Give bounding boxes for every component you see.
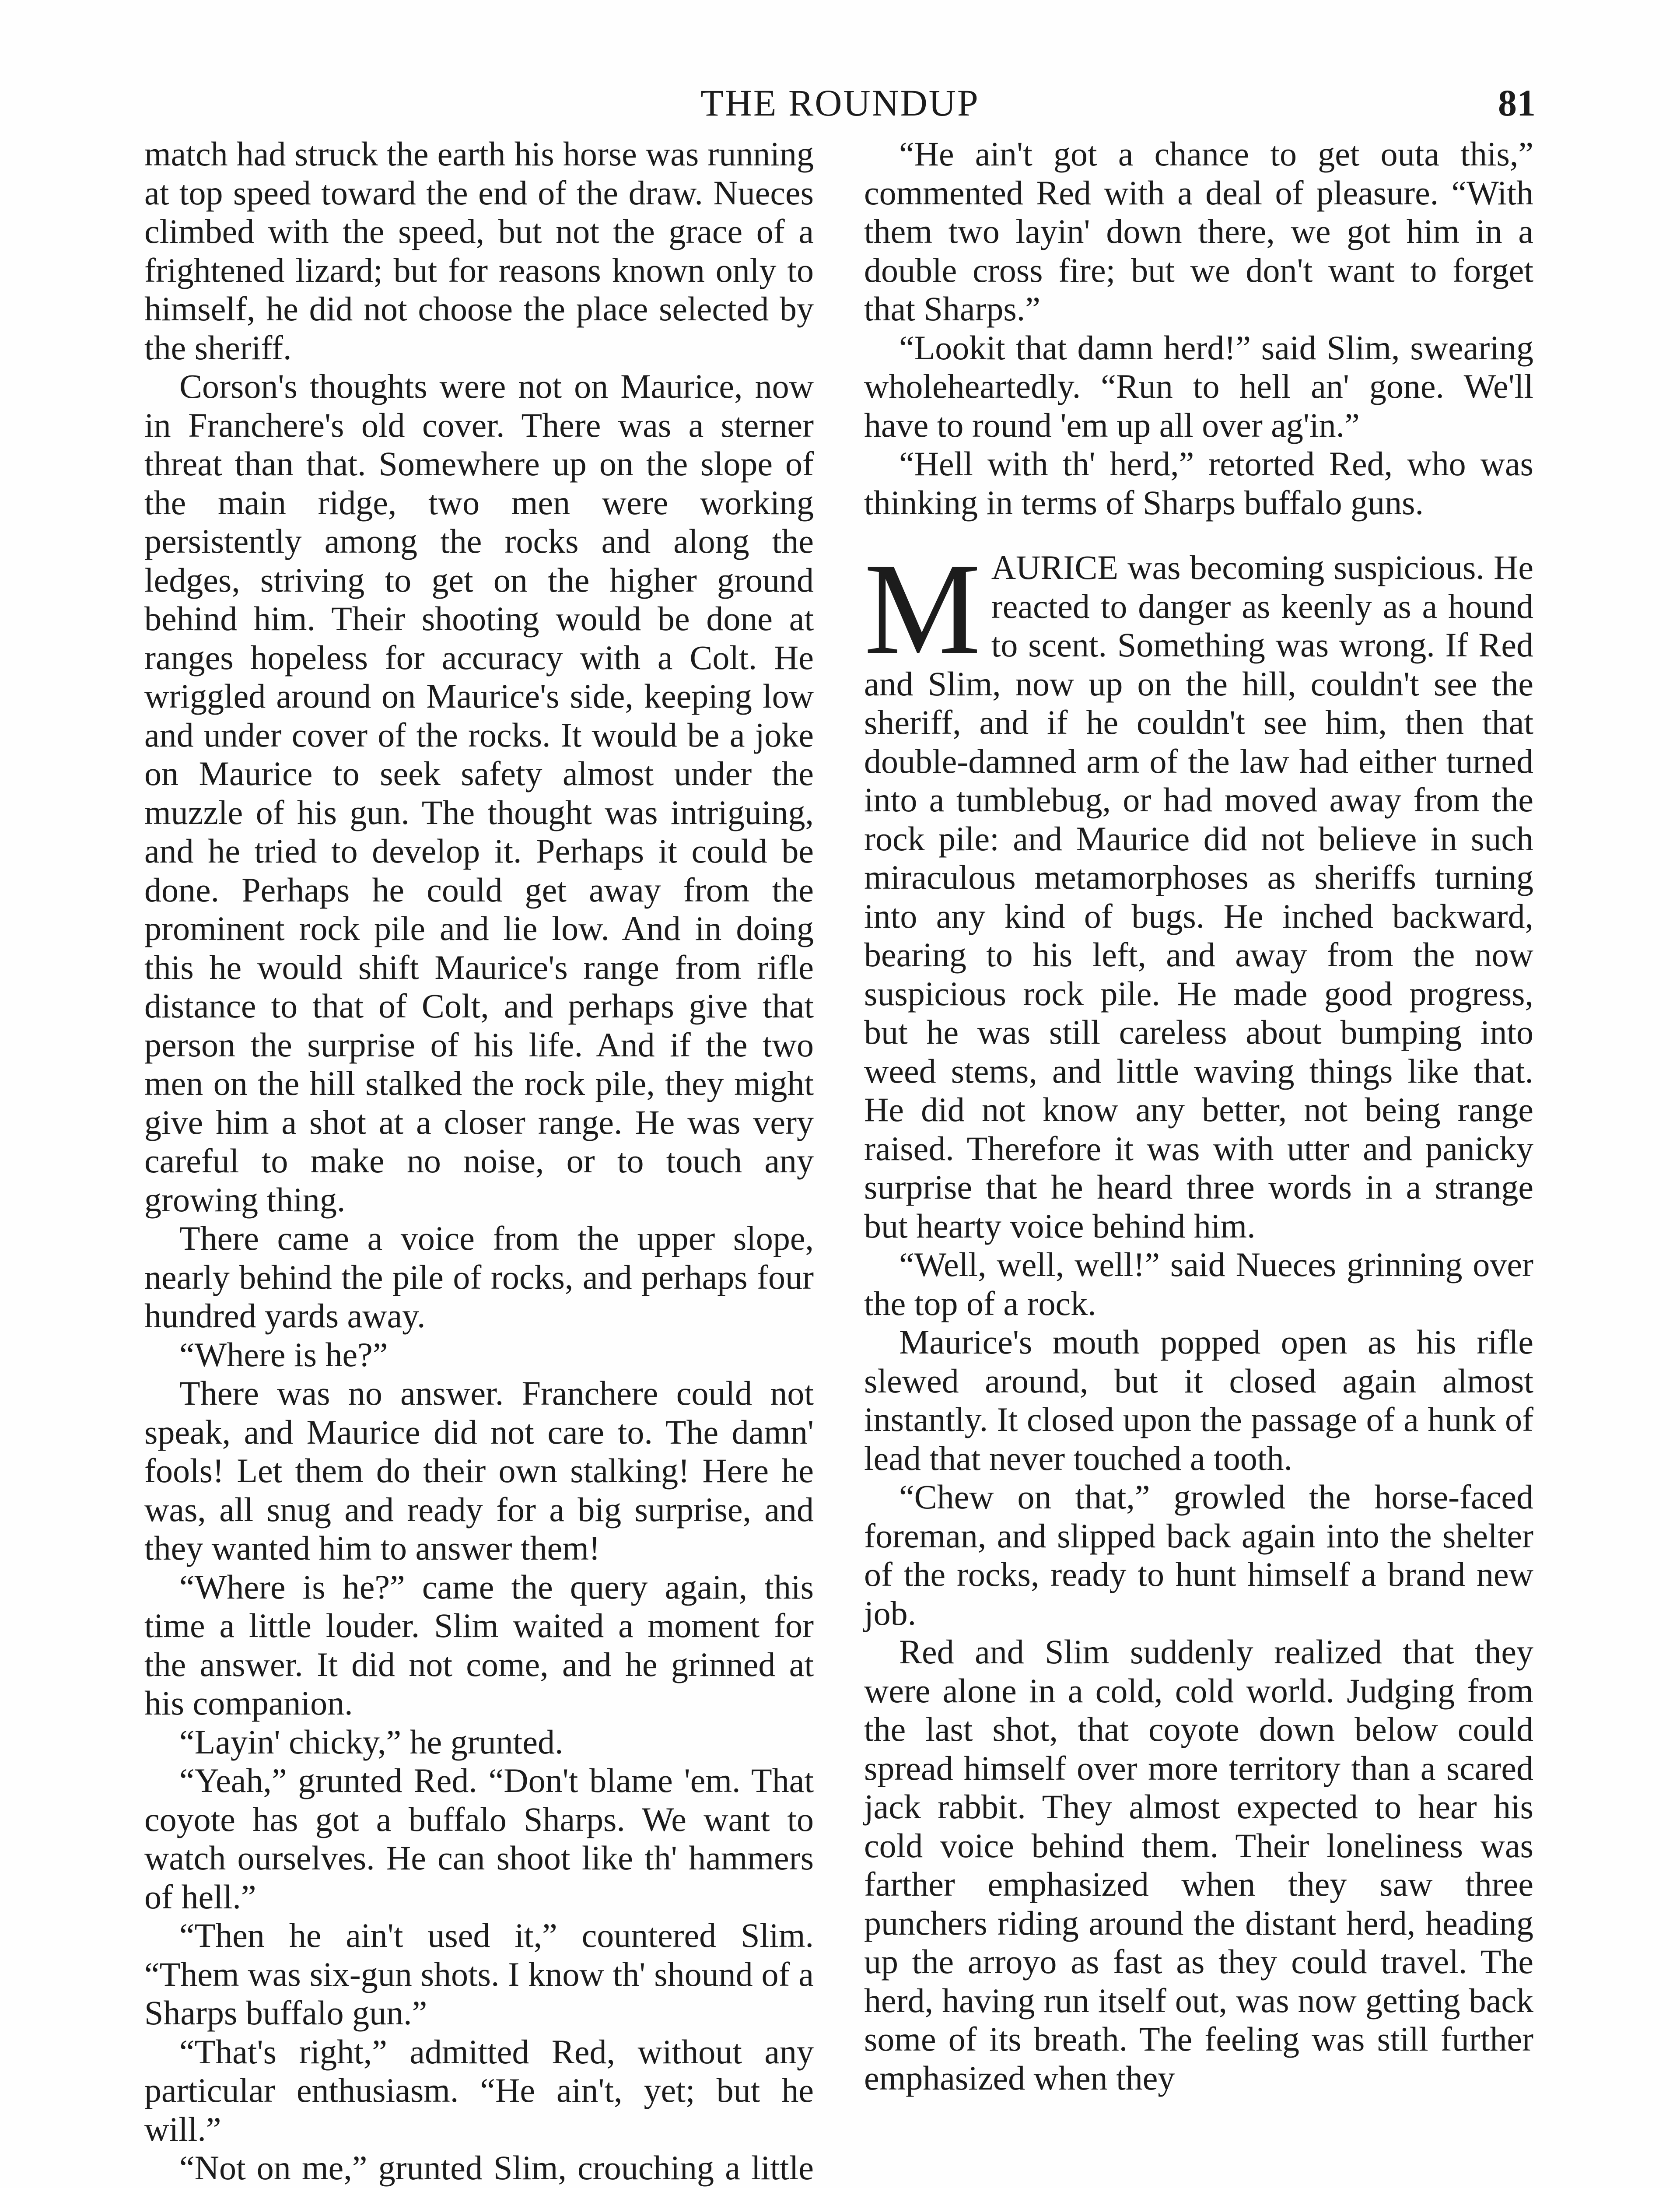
drop-cap: M <box>864 536 981 681</box>
right-column <box>864 135 1533 2097</box>
paragraph: There was no answer. Franchere could not speak, and Maurice did not care to. The damn' fools! Let them do their own stalking! Here he was, all snug and ready for a big surprise, and they wanted him to answer them! <box>144 1374 814 1567</box>
paragraph: “Well, well, well!” said Nueces grinning over the top of a rock. <box>864 1245 1533 1322</box>
paragraph: “That's right,” admitted Red, without any particular enthusiasm. “He ain't, yet; but he will.” <box>144 2032 814 2148</box>
paragraph: “Yeah,” grunted Red. “Don't blame 'em. That coyote has got a buffalo Sharps. We want to watch ourselves. He can shoot like th' hammers of hell.” <box>144 1761 814 1916</box>
paragraph: Red and Slim suddenly realized that they were alone in a cold, cold world. Judging from the last shot, that coyote down below could spread himself over more territory than a scared jack rabbit. They almost expected to hear his cold voice behind them. Their loneliness was farther emphasized when they saw three punchers riding around the distant herd, heading up the arroyo as fast as they could travel. The herd, having run itself out, was now getting back some of its breath. The feeling was still further emphasized when they <box>864 1633 1533 2097</box>
paragraph: “Where is he?” <box>179 1335 388 1374</box>
paragraph: “Hell with th' herd,” retorted Red, who was thinking in terms of Sharps buffalo guns. <box>864 445 1533 522</box>
paragraph: “Layin' chicky,” he grunted. <box>179 1722 564 1761</box>
paragraph: “Chew on that,” growled the horse-faced foreman, and slipped back again into the shelter of the rocks, ready to hunt himself a brand new job. <box>864 1478 1533 1632</box>
paragraph: “Then he ain't used it,” countered Slim. “Them was six-gun shots. I know th' shound of a Sharps buffalo gun.” <box>144 1916 814 2032</box>
paragraph: There came a voice from the upper slope, nearly behind the pile of rocks, and perhaps four hundred yards away. <box>144 1219 814 1335</box>
running-head <box>0 77 1680 129</box>
section-opening-paragraph <box>864 536 1533 1245</box>
paragraph: Corson's thoughts were not on Maurice, now in Franchere's old cover. There was a sterner threat than that. Somewhere up on the slope of the main ridge, two men were working persistently among the rocks and along the ledges, striving to get on the higher ground behind him. Their shooting would be done at ranges hopeless for accuracy with a Colt. He wriggled around on Maurice's side, keeping low and under cover of the rocks. It would be a joke on Maurice to seek safety almost under the muzzle of his gun. The thought was intriguing, and he tried to develop it. Perhaps it could be done. Perhaps he could get away from the prominent rock pile and lie low. And in doing this he would shift Maurice's range from rifle distance to that of Colt, and perhaps give that person the surprise of his life. And if the two men on the hill stalked the rock pile, they might give him a shot at a closer range. He was very careful to make no noise, or to touch any growing thing. <box>144 367 814 1219</box>
section-opening-text: AURICE was becoming suspicious. He reacted to danger as keenly as a hound to scent. Something was wrong. If Red and Slim, now up on the hill, couldn't see the sheriff, and if he couldn't see him, then that double-damned arm of the law had either turned into a tumblebug, or had moved away from the rock pile: and Maurice did not believe in such miraculous metamorphoses as sheriffs turning into any kind of bugs. He inched backward, bearing to his left, and away from the now suspicious rock pile. He made good progress, but he was still careless about bumping into weed stems, and little waving things like that. He did not know any better, not being range raised. Therefore it was with utter and panicky surprise that he heard three words in a strange but hearty voice behind him. <box>864 548 1533 1245</box>
paragraph: Maurice's mouth popped open as his rifle slewed around, but it closed again almost instantly. It closed upon the passage of a hunk of lead that never touched a tooth. <box>864 1323 1533 1477</box>
paragraph: “Where is he?” came the query again, this time a little louder. Slim waited a moment for the answer. It did not come, and he grinned at his companion. <box>144 1567 814 1722</box>
page-number: 81 <box>1498 82 1536 124</box>
paragraph: “He ain't got a chance to get outa this,” commented Red with a deal of pleasure. “With them two layin' down there, we got him in a double cross fire; but we don't want to forget that Sharps.” <box>864 135 1533 328</box>
paragraph: “Not on me,” grunted Slim, crouching a little <box>179 2149 814 2187</box>
paragraph: match had struck the earth his horse was running at top speed toward the end of the draw. Nueces climbed with the speed, but not the grace of a frightened lizard; but for reasons known only to himself, he did not choose the place selected by the sheriff. <box>144 135 814 367</box>
running-title: THE ROUNDUP <box>700 82 980 124</box>
paragraph: “Lookit that damn herd!” said Slim, swearing wholeheartedly. “Run to hell an' gone. We'll have to round 'em up all over ag'in.” <box>864 328 1533 444</box>
left-column <box>144 135 814 2188</box>
